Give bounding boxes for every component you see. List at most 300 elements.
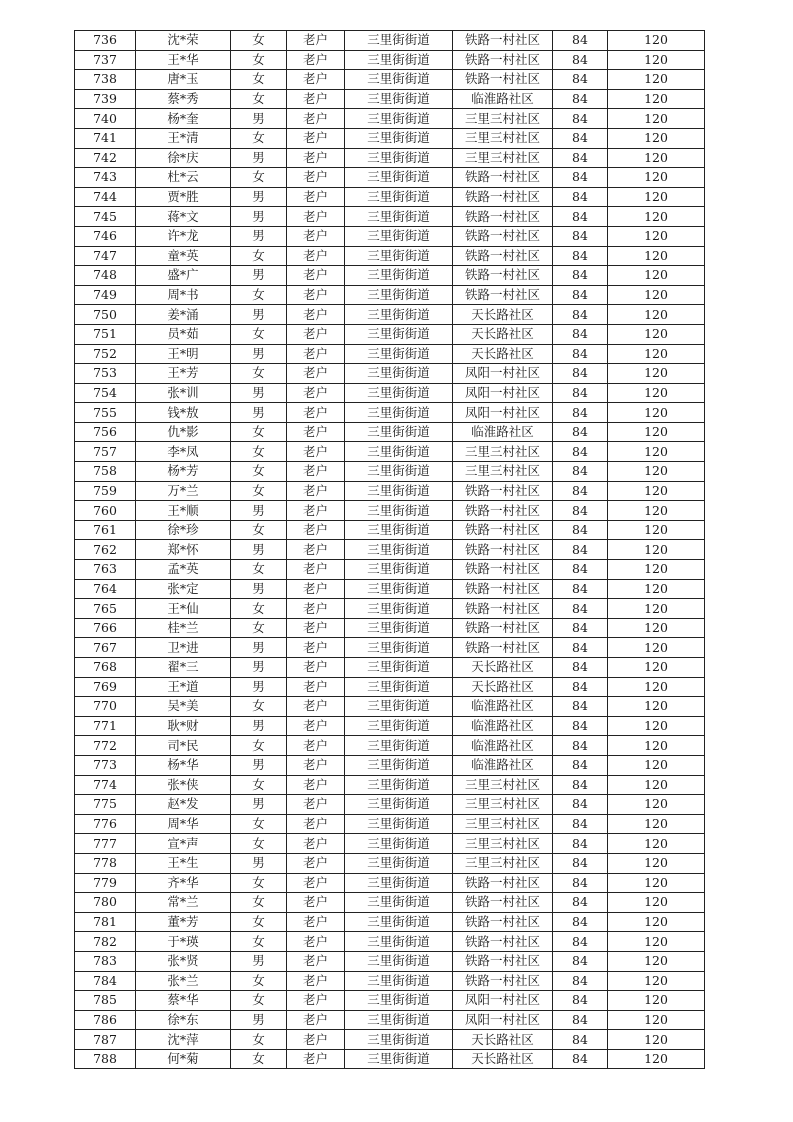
- cell-name: 许*龙: [136, 226, 231, 246]
- cell-amount-120: 120: [608, 775, 705, 795]
- cell-community: 临淮路社区: [453, 697, 553, 717]
- cell-gender: 女: [231, 89, 287, 109]
- table-row: [75, 266, 705, 286]
- cell-row-number: 765: [75, 599, 136, 619]
- cell-amount-84: 84: [553, 658, 608, 678]
- table-row: [75, 1030, 705, 1050]
- table-row: [75, 755, 705, 775]
- cell-gender: 女: [231, 736, 287, 756]
- cell-gender: 女: [231, 618, 287, 638]
- cell-community: 铁路一村社区: [453, 638, 553, 658]
- cell-street: 三里街街道: [345, 560, 453, 580]
- cell-amount-120: 120: [608, 187, 705, 207]
- cell-street: 三里街街道: [345, 912, 453, 932]
- table-row: [75, 364, 705, 384]
- cell-street: 三里街街道: [345, 422, 453, 442]
- cell-household-type: 老户: [287, 520, 345, 540]
- cell-household-type: 老户: [287, 658, 345, 678]
- cell-household-type: 老户: [287, 1030, 345, 1050]
- cell-row-number: 750: [75, 305, 136, 325]
- cell-household-type: 老户: [287, 187, 345, 207]
- cell-row-number: 767: [75, 638, 136, 658]
- cell-household-type: 老户: [287, 246, 345, 266]
- cell-name: 张*兰: [136, 971, 231, 991]
- cell-community: 铁路一村社区: [453, 520, 553, 540]
- cell-amount-120: 120: [608, 501, 705, 521]
- cell-amount-84: 84: [553, 364, 608, 384]
- cell-street: 三里街街道: [345, 814, 453, 834]
- cell-amount-120: 120: [608, 1049, 705, 1069]
- cell-amount-120: 120: [608, 991, 705, 1011]
- cell-row-number: 770: [75, 697, 136, 717]
- cell-amount-84: 84: [553, 834, 608, 854]
- cell-gender: 女: [231, 246, 287, 266]
- table-row: [75, 795, 705, 815]
- cell-gender: 男: [231, 207, 287, 227]
- cell-amount-84: 84: [553, 951, 608, 971]
- cell-row-number: 768: [75, 658, 136, 678]
- cell-amount-120: 120: [608, 893, 705, 913]
- cell-community: 天长路社区: [453, 658, 553, 678]
- table-row: [75, 1010, 705, 1030]
- cell-row-number: 738: [75, 70, 136, 90]
- cell-amount-120: 120: [608, 1010, 705, 1030]
- cell-row-number: 782: [75, 932, 136, 952]
- cell-row-number: 744: [75, 187, 136, 207]
- table-row: [75, 540, 705, 560]
- cell-row-number: 739: [75, 89, 136, 109]
- cell-name: 王*华: [136, 50, 231, 70]
- cell-household-type: 老户: [287, 795, 345, 815]
- cell-household-type: 老户: [287, 266, 345, 286]
- cell-community: 临淮路社区: [453, 755, 553, 775]
- cell-community: 三里三村社区: [453, 834, 553, 854]
- cell-household-type: 老户: [287, 305, 345, 325]
- cell-street: 三里街街道: [345, 991, 453, 1011]
- cell-street: 三里街街道: [345, 285, 453, 305]
- table-row: [75, 932, 705, 952]
- cell-street: 三里街街道: [345, 755, 453, 775]
- cell-name: 耿*财: [136, 716, 231, 736]
- cell-community: 铁路一村社区: [453, 932, 553, 952]
- cell-amount-120: 120: [608, 579, 705, 599]
- cell-name: 杜*云: [136, 168, 231, 188]
- cell-row-number: 745: [75, 207, 136, 227]
- table-row: [75, 344, 705, 364]
- cell-gender: 男: [231, 226, 287, 246]
- cell-amount-120: 120: [608, 638, 705, 658]
- cell-community: 凤阳一村社区: [453, 383, 553, 403]
- cell-amount-120: 120: [608, 364, 705, 384]
- cell-amount-120: 120: [608, 109, 705, 129]
- table-row: [75, 109, 705, 129]
- cell-community: 铁路一村社区: [453, 31, 553, 51]
- cell-household-type: 老户: [287, 736, 345, 756]
- cell-community: 三里三村社区: [453, 775, 553, 795]
- cell-amount-120: 120: [608, 618, 705, 638]
- cell-community: 临淮路社区: [453, 422, 553, 442]
- cell-gender: 女: [231, 442, 287, 462]
- cell-street: 三里街街道: [345, 658, 453, 678]
- table-row: [75, 618, 705, 638]
- cell-amount-120: 120: [608, 344, 705, 364]
- cell-gender: 男: [231, 677, 287, 697]
- cell-street: 三里街街道: [345, 618, 453, 638]
- cell-amount-120: 120: [608, 305, 705, 325]
- cell-amount-120: 120: [608, 383, 705, 403]
- roster-table: [74, 30, 705, 1069]
- cell-row-number: 754: [75, 383, 136, 403]
- cell-name: 齐*华: [136, 873, 231, 893]
- cell-name: 吴*美: [136, 697, 231, 717]
- cell-household-type: 老户: [287, 70, 345, 90]
- cell-name: 张*贤: [136, 951, 231, 971]
- cell-household-type: 老户: [287, 991, 345, 1011]
- cell-household-type: 老户: [287, 148, 345, 168]
- cell-row-number: 763: [75, 560, 136, 580]
- cell-community: 天长路社区: [453, 1030, 553, 1050]
- cell-name: 王*生: [136, 853, 231, 873]
- cell-gender: 女: [231, 893, 287, 913]
- cell-amount-84: 84: [553, 991, 608, 1011]
- cell-gender: 男: [231, 187, 287, 207]
- cell-amount-120: 120: [608, 971, 705, 991]
- cell-amount-120: 120: [608, 50, 705, 70]
- cell-name: 姜*涌: [136, 305, 231, 325]
- cell-amount-120: 120: [608, 481, 705, 501]
- cell-household-type: 老户: [287, 442, 345, 462]
- cell-community: 凤阳一村社区: [453, 403, 553, 423]
- cell-row-number: 737: [75, 50, 136, 70]
- table-row: [75, 148, 705, 168]
- cell-amount-84: 84: [553, 109, 608, 129]
- table-row: [75, 50, 705, 70]
- cell-gender: 男: [231, 755, 287, 775]
- cell-row-number: 783: [75, 951, 136, 971]
- cell-community: 铁路一村社区: [453, 246, 553, 266]
- cell-name: 周*华: [136, 814, 231, 834]
- cell-amount-120: 120: [608, 520, 705, 540]
- cell-community: 天长路社区: [453, 324, 553, 344]
- cell-amount-120: 120: [608, 834, 705, 854]
- cell-street: 三里街街道: [345, 383, 453, 403]
- cell-household-type: 老户: [287, 618, 345, 638]
- cell-household-type: 老户: [287, 383, 345, 403]
- table-row: [75, 403, 705, 423]
- table-row: [75, 324, 705, 344]
- cell-amount-84: 84: [553, 422, 608, 442]
- cell-community: 铁路一村社区: [453, 618, 553, 638]
- cell-amount-120: 120: [608, 599, 705, 619]
- cell-amount-84: 84: [553, 912, 608, 932]
- cell-street: 三里街街道: [345, 677, 453, 697]
- cell-household-type: 老户: [287, 422, 345, 442]
- cell-household-type: 老户: [287, 579, 345, 599]
- cell-community: 三里三村社区: [453, 814, 553, 834]
- cell-community: 铁路一村社区: [453, 187, 553, 207]
- cell-amount-84: 84: [553, 501, 608, 521]
- cell-name: 李*凤: [136, 442, 231, 462]
- cell-amount-84: 84: [553, 246, 608, 266]
- cell-gender: 男: [231, 305, 287, 325]
- cell-community: 铁路一村社区: [453, 481, 553, 501]
- cell-row-number: 736: [75, 31, 136, 51]
- cell-name: 万*兰: [136, 481, 231, 501]
- cell-gender: 男: [231, 266, 287, 286]
- cell-gender: 女: [231, 912, 287, 932]
- cell-amount-84: 84: [553, 579, 608, 599]
- table-row: [75, 31, 705, 51]
- cell-amount-120: 120: [608, 560, 705, 580]
- table-row: [75, 579, 705, 599]
- cell-household-type: 老户: [287, 971, 345, 991]
- cell-gender: 男: [231, 658, 287, 678]
- cell-amount-84: 84: [553, 383, 608, 403]
- cell-name: 杨*华: [136, 755, 231, 775]
- cell-household-type: 老户: [287, 853, 345, 873]
- cell-name: 董*芳: [136, 912, 231, 932]
- cell-amount-84: 84: [553, 1030, 608, 1050]
- cell-name: 贾*胜: [136, 187, 231, 207]
- cell-street: 三里街街道: [345, 31, 453, 51]
- cell-amount-84: 84: [553, 442, 608, 462]
- table-row: [75, 1049, 705, 1069]
- cell-row-number: 787: [75, 1030, 136, 1050]
- cell-gender: 女: [231, 364, 287, 384]
- cell-community: 铁路一村社区: [453, 50, 553, 70]
- cell-row-number: 776: [75, 814, 136, 834]
- cell-community: 铁路一村社区: [453, 893, 553, 913]
- cell-gender: 女: [231, 991, 287, 1011]
- cell-community: 铁路一村社区: [453, 560, 553, 580]
- cell-amount-120: 120: [608, 755, 705, 775]
- cell-amount-120: 120: [608, 148, 705, 168]
- cell-street: 三里街街道: [345, 187, 453, 207]
- cell-name: 盛*广: [136, 266, 231, 286]
- cell-street: 三里街街道: [345, 403, 453, 423]
- table-row: [75, 873, 705, 893]
- cell-community: 铁路一村社区: [453, 226, 553, 246]
- cell-community: 铁路一村社区: [453, 168, 553, 188]
- cell-community: 三里三村社区: [453, 148, 553, 168]
- table-row: [75, 70, 705, 90]
- table-row: [75, 226, 705, 246]
- cell-household-type: 老户: [287, 285, 345, 305]
- cell-amount-84: 84: [553, 599, 608, 619]
- cell-street: 三里街街道: [345, 128, 453, 148]
- cell-amount-84: 84: [553, 893, 608, 913]
- cell-amount-84: 84: [553, 128, 608, 148]
- cell-row-number: 747: [75, 246, 136, 266]
- cell-amount-84: 84: [553, 716, 608, 736]
- cell-street: 三里街街道: [345, 971, 453, 991]
- table-row: [75, 285, 705, 305]
- cell-community: 铁路一村社区: [453, 873, 553, 893]
- cell-amount-120: 120: [608, 31, 705, 51]
- roster-table-body: [75, 31, 705, 1069]
- cell-street: 三里街街道: [345, 148, 453, 168]
- cell-name: 桂*兰: [136, 618, 231, 638]
- cell-street: 三里街街道: [345, 462, 453, 482]
- cell-household-type: 老户: [287, 755, 345, 775]
- cell-gender: 男: [231, 716, 287, 736]
- cell-amount-84: 84: [553, 814, 608, 834]
- cell-amount-84: 84: [553, 1049, 608, 1069]
- cell-name: 翟*三: [136, 658, 231, 678]
- cell-name: 王*明: [136, 344, 231, 364]
- cell-household-type: 老户: [287, 226, 345, 246]
- cell-row-number: 780: [75, 893, 136, 913]
- cell-amount-120: 120: [608, 403, 705, 423]
- cell-amount-84: 84: [553, 618, 608, 638]
- cell-amount-84: 84: [553, 932, 608, 952]
- cell-name: 徐*珍: [136, 520, 231, 540]
- cell-street: 三里街街道: [345, 540, 453, 560]
- cell-row-number: 743: [75, 168, 136, 188]
- cell-gender: 男: [231, 383, 287, 403]
- cell-amount-84: 84: [553, 638, 608, 658]
- cell-amount-84: 84: [553, 697, 608, 717]
- cell-street: 三里街街道: [345, 1049, 453, 1069]
- cell-community: 天长路社区: [453, 1049, 553, 1069]
- cell-row-number: 758: [75, 462, 136, 482]
- cell-name: 蔡*秀: [136, 89, 231, 109]
- cell-community: 临淮路社区: [453, 736, 553, 756]
- cell-gender: 女: [231, 1049, 287, 1069]
- cell-name: 杨*芳: [136, 462, 231, 482]
- cell-amount-84: 84: [553, 89, 608, 109]
- cell-amount-120: 120: [608, 89, 705, 109]
- cell-name: 于*瑛: [136, 932, 231, 952]
- cell-street: 三里街街道: [345, 1030, 453, 1050]
- cell-community: 铁路一村社区: [453, 285, 553, 305]
- cell-amount-84: 84: [553, 187, 608, 207]
- table-row: [75, 383, 705, 403]
- cell-street: 三里街街道: [345, 579, 453, 599]
- cell-gender: 男: [231, 795, 287, 815]
- cell-amount-120: 120: [608, 951, 705, 971]
- cell-household-type: 老户: [287, 599, 345, 619]
- cell-amount-84: 84: [553, 853, 608, 873]
- cell-name: 童*英: [136, 246, 231, 266]
- cell-gender: 男: [231, 344, 287, 364]
- cell-gender: 男: [231, 148, 287, 168]
- table-row: [75, 736, 705, 756]
- cell-gender: 男: [231, 638, 287, 658]
- cell-row-number: 788: [75, 1049, 136, 1069]
- cell-street: 三里街街道: [345, 736, 453, 756]
- cell-gender: 男: [231, 501, 287, 521]
- cell-community: 天长路社区: [453, 305, 553, 325]
- table-row: [75, 697, 705, 717]
- cell-community: 凤阳一村社区: [453, 1010, 553, 1030]
- cell-gender: 女: [231, 70, 287, 90]
- cell-amount-84: 84: [553, 755, 608, 775]
- cell-gender: 男: [231, 403, 287, 423]
- cell-street: 三里街街道: [345, 481, 453, 501]
- cell-gender: 男: [231, 540, 287, 560]
- cell-name: 徐*东: [136, 1010, 231, 1030]
- cell-amount-120: 120: [608, 285, 705, 305]
- cell-gender: 男: [231, 109, 287, 129]
- table-row: [75, 893, 705, 913]
- cell-amount-84: 84: [553, 971, 608, 991]
- cell-gender: 女: [231, 520, 287, 540]
- cell-name: 王*芳: [136, 364, 231, 384]
- cell-household-type: 老户: [287, 638, 345, 658]
- table-row: [75, 716, 705, 736]
- cell-gender: 女: [231, 462, 287, 482]
- cell-name: 王*道: [136, 677, 231, 697]
- table-row: [75, 481, 705, 501]
- cell-name: 张*训: [136, 383, 231, 403]
- cell-street: 三里街街道: [345, 873, 453, 893]
- cell-amount-84: 84: [553, 266, 608, 286]
- cell-community: 凤阳一村社区: [453, 364, 553, 384]
- cell-street: 三里街街道: [345, 795, 453, 815]
- cell-row-number: 784: [75, 971, 136, 991]
- cell-gender: 女: [231, 775, 287, 795]
- cell-street: 三里街街道: [345, 246, 453, 266]
- cell-street: 三里街街道: [345, 853, 453, 873]
- cell-name: 蔡*华: [136, 991, 231, 1011]
- cell-community: 三里三村社区: [453, 442, 553, 462]
- cell-gender: 女: [231, 128, 287, 148]
- cell-gender: 女: [231, 168, 287, 188]
- table-row: [75, 834, 705, 854]
- cell-amount-120: 120: [608, 226, 705, 246]
- cell-name: 何*菊: [136, 1049, 231, 1069]
- cell-row-number: 777: [75, 834, 136, 854]
- table-row: [75, 853, 705, 873]
- cell-name: 司*民: [136, 736, 231, 756]
- cell-row-number: 760: [75, 501, 136, 521]
- cell-name: 蒋*文: [136, 207, 231, 227]
- cell-amount-120: 120: [608, 324, 705, 344]
- cell-street: 三里街街道: [345, 207, 453, 227]
- cell-name: 王*顺: [136, 501, 231, 521]
- table-row: [75, 89, 705, 109]
- cell-household-type: 老户: [287, 716, 345, 736]
- cell-household-type: 老户: [287, 344, 345, 364]
- cell-amount-84: 84: [553, 31, 608, 51]
- table-row: [75, 971, 705, 991]
- cell-amount-84: 84: [553, 226, 608, 246]
- cell-community: 铁路一村社区: [453, 207, 553, 227]
- cell-household-type: 老户: [287, 912, 345, 932]
- cell-community: 三里三村社区: [453, 109, 553, 129]
- cell-community: 铁路一村社区: [453, 912, 553, 932]
- cell-name: 张*定: [136, 579, 231, 599]
- cell-household-type: 老户: [287, 677, 345, 697]
- table-row: [75, 422, 705, 442]
- cell-street: 三里街街道: [345, 501, 453, 521]
- cell-row-number: 748: [75, 266, 136, 286]
- cell-amount-120: 120: [608, 1030, 705, 1050]
- cell-row-number: 751: [75, 324, 136, 344]
- table-row: [75, 560, 705, 580]
- cell-row-number: 785: [75, 991, 136, 1011]
- cell-gender: 女: [231, 932, 287, 952]
- cell-row-number: 769: [75, 677, 136, 697]
- cell-household-type: 老户: [287, 207, 345, 227]
- cell-street: 三里街街道: [345, 70, 453, 90]
- cell-community: 铁路一村社区: [453, 971, 553, 991]
- cell-street: 三里街街道: [345, 226, 453, 246]
- cell-street: 三里街街道: [345, 305, 453, 325]
- cell-street: 三里街街道: [345, 364, 453, 384]
- cell-gender: 女: [231, 834, 287, 854]
